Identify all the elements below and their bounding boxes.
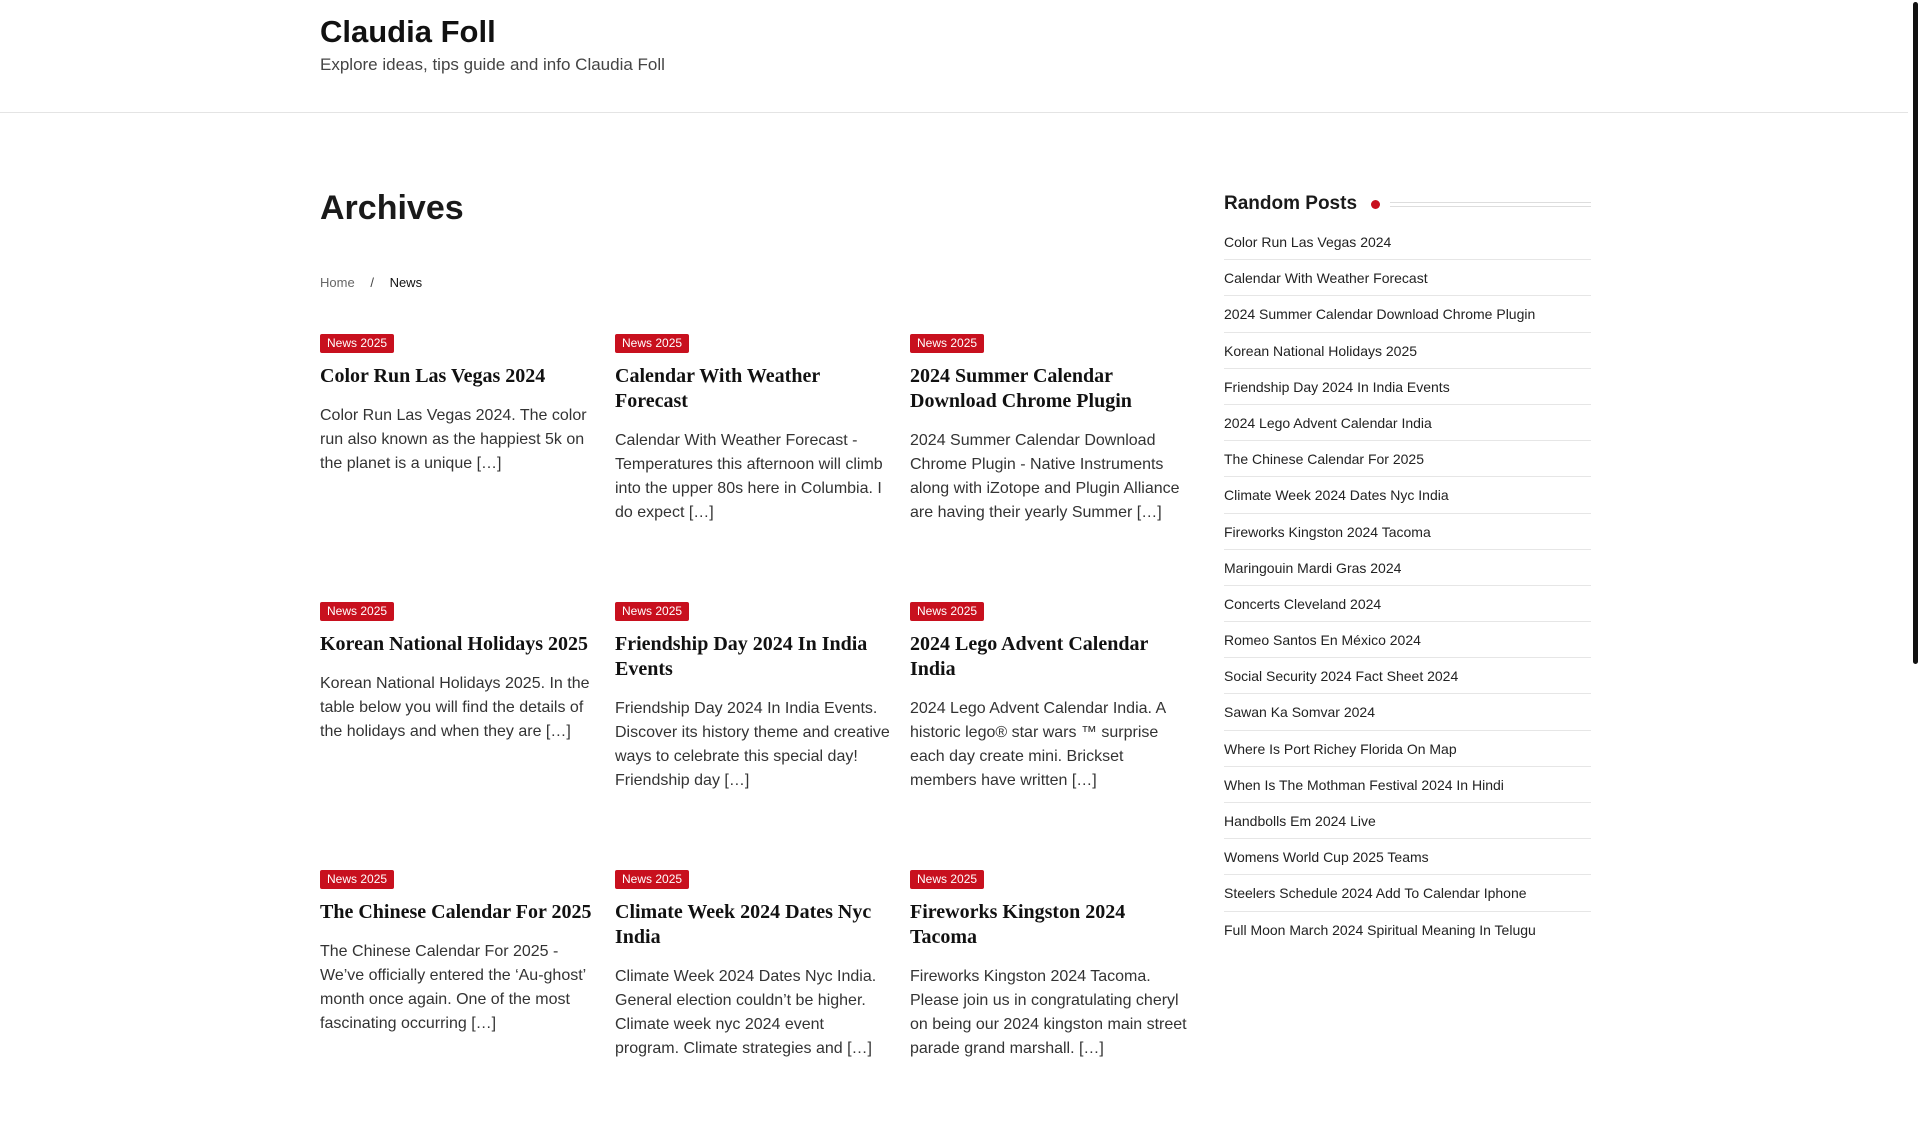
random-post-link[interactable]: Climate Week 2024 Dates Nyc India bbox=[1224, 477, 1591, 513]
breadcrumb-current: News bbox=[389, 275, 423, 290]
random-post-link[interactable]: Color Run Las Vegas 2024 bbox=[1224, 224, 1591, 260]
post-excerpt: Calendar With Weather Forecast - Temperatures this afternoon will climb into the upper 80s here in Columbia. I do expect […] bbox=[615, 432, 883, 521]
post-excerpt: The Chinese Calendar For 2025 - We’ve officially entered the ‘Au-ghost’ month once again. One of the most fascinating occurring […] bbox=[320, 943, 586, 1032]
post-excerpt: Friendship Day 2024 In India Events. Discover its history theme and creative ways to celebrate this special day! Friendship day […] bbox=[615, 700, 890, 789]
random-post-link[interactable]: Where Is Port Richey Florida On Map bbox=[1224, 731, 1591, 767]
site-title[interactable]: Claudia Foll bbox=[320, 14, 496, 49]
random-post-link[interactable]: Full Moon March 2024 Spiritual Meaning In Telugu bbox=[1224, 921, 1536, 938]
random-post-link[interactable]: Korean National Holidays 2025 bbox=[1224, 333, 1591, 369]
random-post-link[interactable]: Sawan Ka Somvar 2024 bbox=[1224, 694, 1591, 730]
post-card bbox=[910, 870, 1194, 1138]
post-card bbox=[320, 870, 596, 1138]
post-excerpt: 2024 Summer Calendar Download Chrome Plugin - Native Instruments along with iZotope and Plugin Alliance are having their yearly Summer […] bbox=[910, 432, 1180, 521]
post-card bbox=[615, 602, 891, 870]
random-posts-list bbox=[1224, 224, 1591, 948]
random-post-link[interactable]: The Chinese Calendar For 2025 bbox=[1224, 441, 1591, 477]
random-post-link[interactable]: Fireworks Kingston 2024 Tacoma bbox=[1224, 514, 1591, 550]
random-post-link[interactable]: 2024 Lego Advent Calendar India bbox=[1224, 405, 1591, 441]
widget-header bbox=[1224, 192, 1591, 216]
sidebar bbox=[1224, 192, 1591, 948]
breadcrumb-separator: / bbox=[370, 275, 374, 290]
random-post-link[interactable]: When Is The Mothman Festival 2024 In Hindi bbox=[1224, 767, 1591, 803]
random-post-link[interactable]: Friendship Day 2024 In India Events bbox=[1224, 369, 1591, 405]
post-excerpt: Climate Week 2024 Dates Nyc India. General election couldn’t be higher. Climate week nyc 2024 event program. Climate strategies and […] bbox=[615, 968, 877, 1057]
post-card bbox=[320, 334, 596, 602]
category-badge[interactable]: News 2025 bbox=[320, 602, 394, 621]
random-post-link[interactable]: Calendar With Weather Forecast bbox=[1224, 260, 1591, 296]
post-title-link[interactable]: 2024 Summer Calendar Download Chrome Plugin bbox=[910, 365, 1132, 412]
page-title: Archives bbox=[320, 189, 464, 227]
post-card bbox=[320, 602, 596, 870]
random-post-link[interactable]: Concerts Cleveland 2024 bbox=[1224, 586, 1591, 622]
post-title-link[interactable]: The Chinese Calendar For 2025 bbox=[320, 901, 592, 923]
category-badge[interactable]: News 2025 bbox=[910, 602, 984, 621]
random-post-link[interactable]: Social Security 2024 Fact Sheet 2024 bbox=[1224, 658, 1591, 694]
breadcrumb bbox=[320, 275, 422, 291]
post-excerpt: 2024 Lego Advent Calendar India. A historic lego® star wars ™ surprise each day create mini. Brickset members have written […] bbox=[910, 700, 1166, 789]
random-post-link[interactable]: 2024 Summer Calendar Download Chrome Plugin bbox=[1224, 296, 1591, 332]
category-badge[interactable]: News 2025 bbox=[910, 334, 984, 353]
widget-title: Random Posts bbox=[1224, 192, 1365, 216]
post-card bbox=[615, 334, 891, 602]
scrollbar-thumb[interactable] bbox=[1913, 2, 1918, 664]
site-header bbox=[0, 0, 1908, 113]
post-title-link[interactable]: Fireworks Kingston 2024 Tacoma bbox=[910, 901, 1126, 948]
random-post-link[interactable]: Womens World Cup 2025 Teams bbox=[1224, 839, 1591, 875]
category-badge[interactable]: News 2025 bbox=[615, 334, 689, 353]
random-post-link[interactable]: Steelers Schedule 2024 Add To Calendar Iphone bbox=[1224, 875, 1591, 911]
post-grid bbox=[320, 334, 1198, 1138]
post-excerpt: Fireworks Kingston 2024 Tacoma. Please join us in congratulating cheryl on being our 2024 kingston main street parade grand marshall. […] bbox=[910, 968, 1187, 1057]
category-badge[interactable]: News 2025 bbox=[910, 870, 984, 889]
post-title-link[interactable]: Climate Week 2024 Dates Nyc India bbox=[615, 901, 872, 948]
dot-icon bbox=[1371, 200, 1380, 209]
category-badge[interactable]: News 2025 bbox=[320, 334, 394, 353]
post-title-link[interactable]: Color Run Las Vegas 2024 bbox=[320, 365, 546, 387]
breadcrumb-home-link[interactable]: Home bbox=[320, 275, 355, 290]
post-title-link[interactable]: Friendship Day 2024 In India Events bbox=[615, 633, 868, 680]
post-card bbox=[615, 870, 891, 1138]
post-title-link[interactable]: Calendar With Weather Forecast bbox=[615, 365, 820, 412]
category-badge[interactable]: News 2025 bbox=[615, 602, 689, 621]
category-badge[interactable]: News 2025 bbox=[320, 870, 394, 889]
post-title-link[interactable]: Korean National Holidays 2025 bbox=[320, 633, 588, 655]
post-excerpt: Korean National Holidays 2025. In the table below you will find the details of the holidays and when they are […] bbox=[320, 675, 590, 740]
page-scrollbar[interactable] bbox=[1908, 0, 1920, 1080]
widget-divider bbox=[1390, 202, 1591, 207]
random-post-link[interactable]: Romeo Santos En México 2024 bbox=[1224, 622, 1591, 658]
post-card bbox=[910, 602, 1194, 870]
category-badge[interactable]: News 2025 bbox=[615, 870, 689, 889]
post-title-link[interactable]: 2024 Lego Advent Calendar India bbox=[910, 633, 1148, 680]
random-post-link[interactable]: Maringouin Mardi Gras 2024 bbox=[1224, 550, 1591, 586]
post-excerpt: Color Run Las Vegas 2024. The color run also known as the happiest 5k on the planet is a unique […] bbox=[320, 407, 587, 472]
post-card bbox=[910, 334, 1194, 602]
random-post-link[interactable]: Handbolls Em 2024 Live bbox=[1224, 803, 1591, 839]
site-tagline: Explore ideas, tips guide and info Claudia Foll bbox=[320, 55, 665, 74]
